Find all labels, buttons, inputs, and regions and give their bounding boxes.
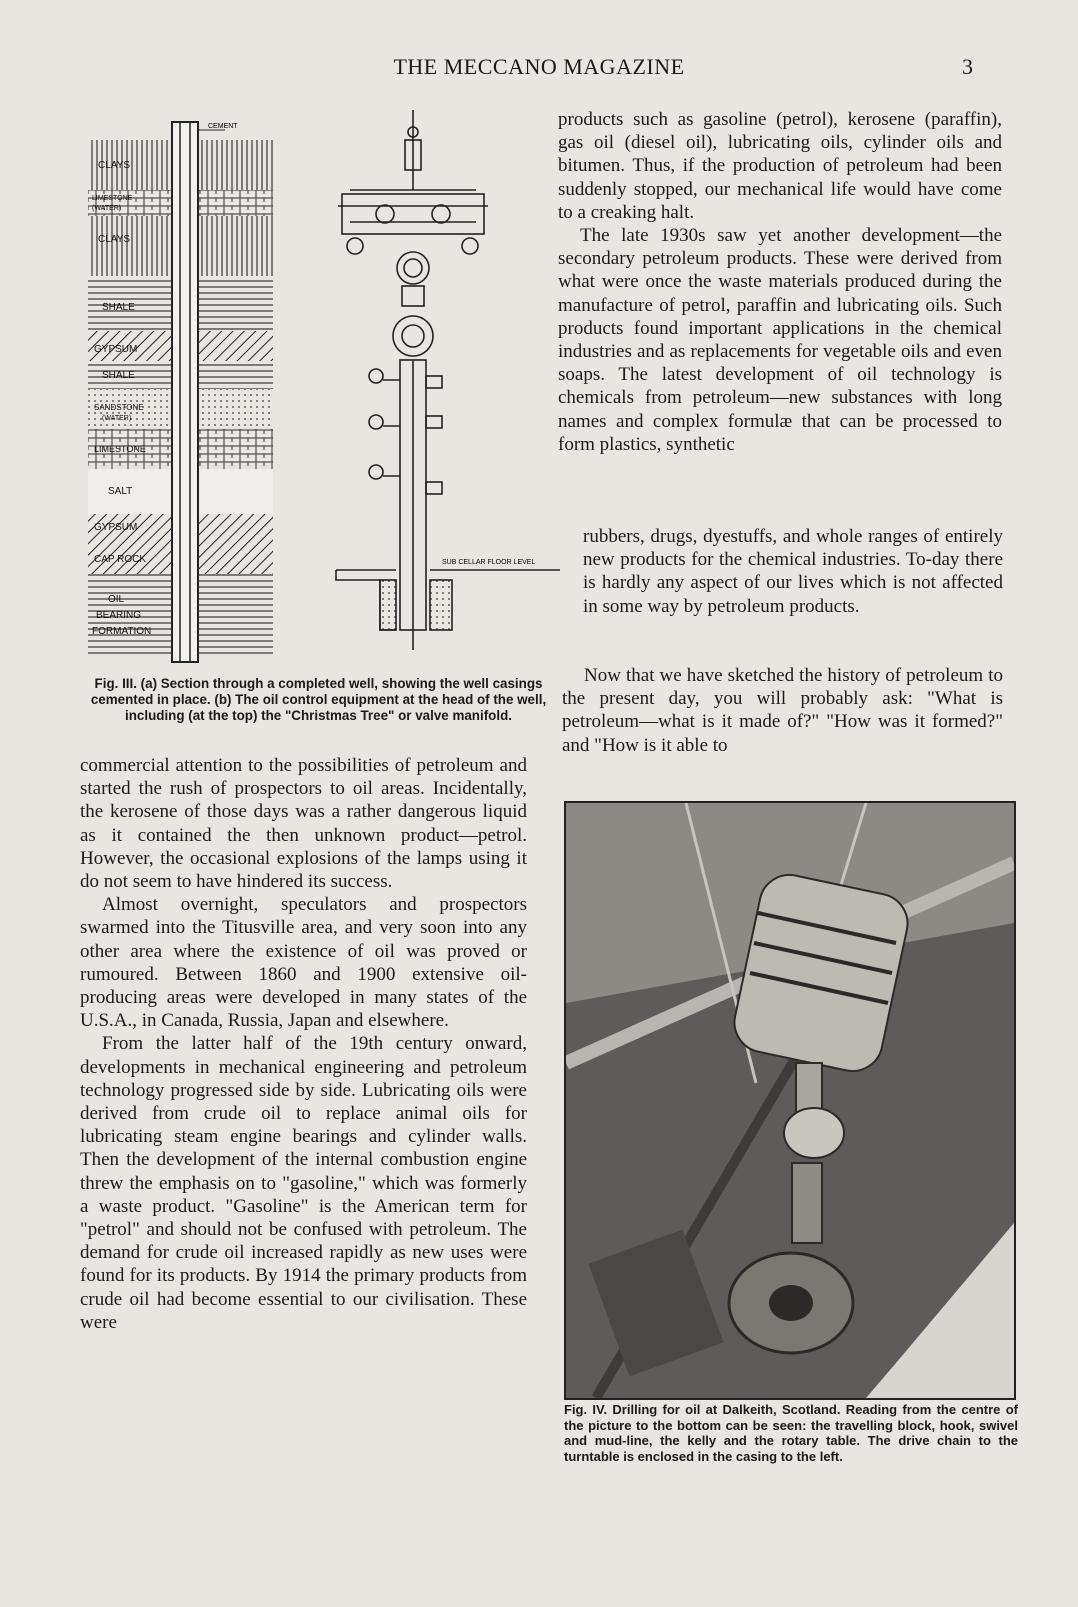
- right-column-indented: [583, 525, 1003, 618]
- left-column: [80, 754, 527, 1334]
- paragraph: Now that we have sketched the history of petroleum to the present day, you will probably ask: "What is petroleum—what is it made of?" "How was it formed?" and "How is it able to: [562, 665, 1003, 756]
- right-column-top: [558, 108, 1002, 456]
- running-header: THE MECCANO MAGAZINE: [393, 54, 685, 79]
- stratum-label: LIMESTONE: [92, 195, 133, 202]
- paragraph: The late 1930s saw yet another development—the secondary petroleum products. These were derived from what were once the waste materials produced during the manufacture of petrol, paraffin and lubricating oils. Such products found important applications in the chemical industries and as replacements for vegetable oils and even soaps. The latest development of oil technology is chemicals from petroleum—new substances with long names and complex formulæ that can be processed to form plastics, synthetic: [558, 225, 1002, 455]
- page-number: 3: [962, 54, 973, 79]
- cement-label: CEMENT: [208, 123, 238, 130]
- figure-3-caption: Fig. III. (a) Section through a completed well, showing the well casings cemented in place. (b) The oil control equipment at the head of the well, including (at the top) the "Christmas Tree" or valve manifold.: [90, 676, 547, 723]
- stratum-label: FORMATION: [92, 626, 152, 637]
- paragraph: commercial attention to the possibilities of petroleum and started the rush of prospectors to oil areas. Incidentally, the kerosene of those days was a rather dangerous liquid as it contained the then unknown product—petrol. However, the occasional explosions of the lamps using it do not seem to have hindered its success.: [80, 755, 527, 893]
- paragraph: rubbers, drugs, dyestuffs, and whole ranges of entirely new products for the chemical industries. To-day there is hardly any aspect of our lives which is not affected in some way by petroleum products.: [583, 526, 1003, 617]
- stratum-label: BEARING: [96, 610, 142, 621]
- stratum-label: SHALE: [102, 370, 135, 381]
- christmas-tree-drawing: [336, 110, 560, 650]
- figure-4-caption: Fig. IV. Drilling for oil at Dalkeith, Scotland. Reading from the centre of the picture to the bottom can be seen: the travelling block, hook, swivel and mud-line, the kelly and the rotary table. The drive chain to the turntable is enclosed in the casing to the left.: [564, 1402, 1018, 1464]
- stratum-label: GYPSUM: [94, 522, 138, 533]
- stratum-label: SALT: [108, 486, 133, 497]
- strata-column: [88, 122, 273, 662]
- paragraph: Almost overnight, speculators and prospectors swarmed into the Titusville area, and very soon into any other area where the existence of oil was proved or rumoured. Between 1860 and 1900 extensive oil-producing areas were developed in many states of the U.S.A., in Canada, Russia, Japan and elsewhere.: [80, 894, 527, 1032]
- cellar-label: SUB CELLAR FLOOR LEVEL: [442, 559, 536, 566]
- stratum-label: (WATER): [92, 205, 122, 212]
- paragraph: From the latter half of the 19th century onward, developments in mechanical engineering and petroleum technology progressed side by side. Lubricating oils were derived from crude oil to replace animal oils for lubricating steam engine bearings and cylinder walls. Then the development of the internal combustion engine threw the emphasis on to "gasoline," which was formerly a waste product. "Gasoline" is the American term for "petrol" and should not be confused with petroleum. The demand for crude oil increased rapidly as new uses were found for its products. By 1914 the primary products from crude oil had become essential to our civilisation. These were: [80, 1033, 527, 1333]
- stratum-label: CLAYS: [98, 160, 131, 171]
- stratum-label: LIMESTONE: [94, 444, 146, 454]
- right-column-bottom: [562, 664, 1003, 757]
- stratum-label: SHALE: [102, 302, 135, 313]
- stratum-label: SANDSTONE: [94, 403, 144, 412]
- stratum-label: (WATER): [102, 415, 132, 422]
- stratum-label: OIL: [108, 594, 125, 605]
- figure-drilling-photo: [564, 801, 1016, 1400]
- figure-well-section: [80, 110, 562, 676]
- paragraph: products such as gasoline (petrol), kerosene (paraffin), gas oil (diesel oil), lubricating oils, cylinder oils and bitumen. Thus, if the production of petroleum had been suddenly stopped, our mechanical life would have come to a creaking halt.: [558, 109, 1002, 223]
- stratum-label: CAP ROCK: [94, 554, 147, 565]
- stratum-label: GYPSUM: [94, 344, 138, 355]
- stratum-label: CLAYS: [98, 234, 131, 245]
